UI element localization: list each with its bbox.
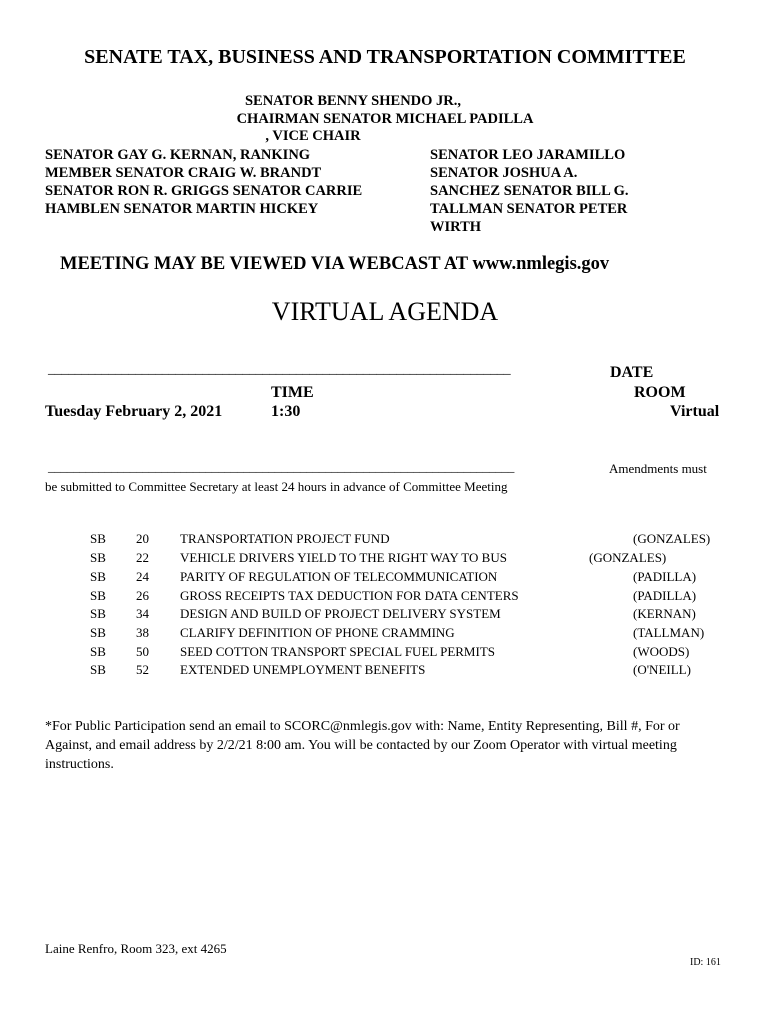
bill-sponsor: (KERNAN) [633, 606, 696, 621]
members-left-column [45, 146, 362, 218]
bill-sponsor: (GONZALES) [589, 550, 667, 565]
bill-type: SB [90, 662, 106, 677]
bill-row [0, 625, 770, 643]
meeting-date: Tuesday February 2, 2021 [45, 403, 223, 420]
bill-row [0, 569, 770, 587]
bill-number: 38 [136, 625, 149, 640]
bill-title: SEED COTTON TRANSPORT SPECIAL FUEL PERMITS [180, 644, 495, 659]
bill-sponsor: (TALLMAN) [633, 625, 705, 640]
meeting-room: Virtual [670, 403, 720, 420]
bill-title: PARITY OF REGULATION OF TELECOMMUNICATION [180, 569, 498, 584]
bill-number: 52 [136, 662, 149, 677]
chair-line-1: SENATOR BENNY SHENDO JR., [244, 93, 462, 109]
date-rule: _____________________________________________________________________ [48, 362, 511, 377]
member-line: SENATOR RON R. GRIGGS SENATOR CARRIE [45, 183, 363, 199]
bill-sponsor: (PADILLA) [633, 569, 697, 584]
bill-row [0, 531, 770, 549]
bill-type: SB [90, 531, 106, 546]
bill-title: EXTENDED UNEMPLOYMENT BENEFITS [180, 662, 426, 677]
meeting-time: 1:30 [271, 403, 301, 420]
member-line: MEMBER SENATOR CRAIG W. BRANDT [45, 165, 322, 181]
member-line: TALLMAN SENATOR PETER [430, 201, 628, 217]
webcast-notice: MEETING MAY BE VIEWED VIA WEBCAST AT www.nmlegis.gov [60, 254, 610, 274]
public-participation-note: *For Public Participation send an email to SCORC@nmlegis.gov with: Name, Entity Representing, Bill #, For or Against, and email address by 2/2/21 8:00 am. You will be contacted by our Zoom Operator with virtual meeting instructions. [45, 719, 680, 772]
bill-row [0, 550, 770, 568]
member-line: HAMBLEN SENATOR MARTIN HICKEY [45, 201, 319, 217]
room-label: ROOM [634, 384, 686, 401]
member-line: SENATOR LEO JARAMILLO [430, 147, 626, 163]
bill-row [0, 644, 770, 662]
member-line: SENATOR GAY G. KERNAN, RANKING [45, 147, 311, 163]
bill-number: 34 [136, 606, 149, 621]
bill-number: 24 [136, 569, 149, 584]
amendments-text-1: Amendments must [609, 461, 707, 476]
amendments-text-2: be submitted to Committee Secretary at least 24 hours in advance of Committee Meeting [45, 479, 508, 494]
chair-line-3: , VICE CHAIR [265, 128, 361, 144]
bill-title: CLARIFY DEFINITION OF PHONE CRAMMING [180, 625, 455, 640]
bill-type: SB [90, 606, 106, 621]
bill-type: SB [90, 550, 106, 565]
bill-title: TRANSPORTATION PROJECT FUND [180, 531, 390, 546]
document-id: ID: 161 [690, 957, 721, 968]
bill-row [0, 662, 770, 680]
bill-type: SB [90, 588, 106, 603]
agenda-title: VIRTUAL AGENDA [271, 297, 499, 326]
bill-number: 20 [136, 531, 149, 546]
bill-type: SB [90, 644, 106, 659]
members-right-column [430, 146, 629, 236]
bill-row [0, 588, 770, 606]
bill-number: 50 [136, 644, 149, 659]
bill-title: VEHICLE DRIVERS YIELD TO THE RIGHT WAY TO BUS [180, 550, 507, 565]
secretary-contact: Laine Renfro, Room 323, ext 4265 [45, 941, 227, 956]
bill-sponsor: (O'NEILL) [633, 662, 691, 677]
committee-title: SENATE TAX, BUSINESS AND TRANSPORTATION COMMITTEE [84, 46, 686, 68]
bill-title: DESIGN AND BUILD OF PROJECT DELIVERY SYSTEM [180, 606, 501, 621]
bill-sponsor: (GONZALES) [633, 531, 711, 546]
bill-sponsor: (PADILLA) [633, 588, 697, 603]
bill-number: 26 [136, 588, 149, 603]
member-line: SENATOR JOSHUA A. [430, 165, 578, 181]
amendments-rule: __________________________________________________________________________ [48, 459, 515, 474]
time-label: TIME [271, 384, 314, 401]
bill-sponsor: (WOODS) [633, 644, 690, 659]
member-line: SANCHEZ SENATOR BILL G. [430, 183, 629, 199]
bill-number: 22 [136, 550, 149, 565]
bill-title: GROSS RECEIPTS TAX DEDUCTION FOR DATA CENTERS [180, 588, 519, 603]
date-label: DATE [610, 364, 654, 381]
bill-type: SB [90, 569, 106, 584]
member-line: WIRTH [430, 219, 482, 235]
chair-line-2: CHAIRMAN SENATOR MICHAEL PADILLA [236, 111, 534, 127]
bill-row [0, 606, 770, 624]
bill-type: SB [90, 625, 106, 640]
